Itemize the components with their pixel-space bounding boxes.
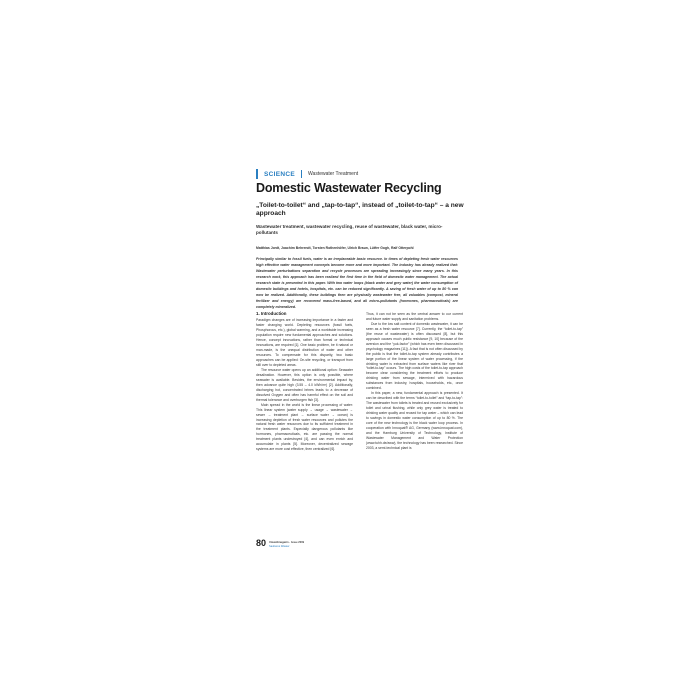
section-category: Wastewater Treatment — [308, 171, 359, 177]
article-title: Domestic Wastewater Recycling — [256, 181, 442, 195]
section-accent-bar — [256, 169, 258, 179]
section-divider — [301, 170, 302, 178]
body-column-right — [366, 312, 463, 451]
body-paragraph: Main spread in the world is the linear processing of water: This linear system (water supply → usage → wastewater → sewer → treatment plant → surface water → ocean) is increasing depletion of fresh water resources and pollutes the natural fresh water resources due to its sufficient treatment in the treatment plants. Especially dangerous pollutants like hormones, pharmaceuticals, etc. are passing the normal treatment plants undestroyed [4], and can even enrich and accumulate in plants [5]. Moreover, decentralized sewage systems are more cost effective, then centralized [6]. — [256, 402, 353, 452]
body-paragraph: Due to the low salt content of domestic wastewater, it can be seen as a fresh water resource [7]. Currently, the “toilet-to-tap” (the reuse of wastewater) is often discussed [8], but this approach causes much public resistance [9, 10] because of the aversion and the “yuk-factor” (which has even been discussed in psychology magazines [11]). A fact that is not often discussed by the public is that the toilet-to-tap system already contributes a large portion of the linear system of water processing, if the drinking water is extracted from surface waters like river that “toilet-to-tap” occurs. The high costs of the toilet-to-tap approach become clear considering the treatment efforts to produce drinking water from sewage, intermixed with hazardous substances from industry, hospitals, households, etc., once combined. — [366, 321, 463, 391]
article-keywords: Wastewater treatment, wastewater recycling, reuse of wastewater, black water, micro-pollutants — [256, 224, 443, 235]
section-header — [256, 169, 358, 179]
footer-journal: Umweltmagazin · Issue 2009 — [269, 541, 305, 544]
section-heading: 1. Introduction — [256, 311, 287, 316]
section-label: SCIENCE — [264, 170, 295, 178]
article-subtitle: „Toilet-to-toilet“ and „tap-to-tap“, instead of „toilet-to-tap“ – a new approach — [256, 202, 464, 217]
body-paragraph: Thus, it can not be seen as the central answer to our current and future water supply and sanitation problems. — [366, 312, 463, 321]
body-paragraph: In this paper, a new, fundamental approach is presented. It can be described with the terms “toilet-to-toilet” and “tap-to-tap”: The wastewater from toilets is treated and reused exclusively for toilet and urinal flushing, while only grey water is treated to drinking water quality and reused for tap water – which can lead to savings in domestic water consumption of up to 80 %. The core of the new technology is the black water loop process. In cooperation with Innoquat® AG, Germany (www.innoquat.com), and the Hamburg University of Technology, Institute of Wastewater Management and Water Protection (www.tuhh.de/aww), the technology has been researched. Since 2003, a semi-technical plant is — [366, 391, 463, 450]
page-number: 80 — [256, 538, 267, 548]
footer-meta — [269, 541, 304, 548]
footer-subline: Sauberes Wasser — [269, 544, 290, 548]
article-abstract: Principally similar to fossil fuels, water is an irreplaceable basic resource. In times of depleting fresh water resources high effective water management concepts become more and more important. The industry has already realized that: Wastewater perturbations separation and recycle processes are spreading increasingly since many years. In this research work, this approach has been realized the first time in the field of domestic water management. The actual research state is presented in this paper. With two water loops (black water and grey water) the water consumption of domestic buildings and hotels, hospitals, etc. can be reduced significantly. A saving of fresh water of up to 80 % can now be realized. Additionally, these buildings then are physically wastewater free, all valuables (compost, mineral fertilizer and energy) are recovered mass-free-based, and all micro-pollutants (hormones, pharmaceuticals) are completely mineralized. — [256, 257, 458, 309]
page-footer — [256, 539, 304, 548]
body-paragraph: The resource water opens up an additional option: Seawater desalination. However, this option is only possible, where seawater is available. Besides, the environmental impact by, then advance quite high (3.55 – 4.0 kWh/m³) [2]. Additionally, discharging hot, concentrated brines leads to a decrease of dissolved Oxygen and often has harmful effect on the soil and thermal tolerance and overburgen fish [3]. — [256, 367, 353, 402]
body-paragraph: Paradigm changes are of increasing importance in a faster and faster changing world. Depleting resources (fossil fuels, Phosphorous, etc.), global warming, and a worldwide increasing population require new fundamental approaches and solutions. Hence, concept innovations, rather than formal or technical innovations, are required [1]. One basic problem, be it natural or man-made, is the unequal distribution of water and other resources. To compensate for this disparity, two basic approaches can be applied: On-site recycling, or transport from still over to depleted areas. — [256, 318, 353, 368]
body-column-left — [256, 312, 353, 452]
article-authors: Matthias Jordt, Joachim Behrendt, Torsten Rothenhöfer, Ulrich Braun, Lütfer Gogh, Ralf Otterpohl — [256, 246, 414, 250]
